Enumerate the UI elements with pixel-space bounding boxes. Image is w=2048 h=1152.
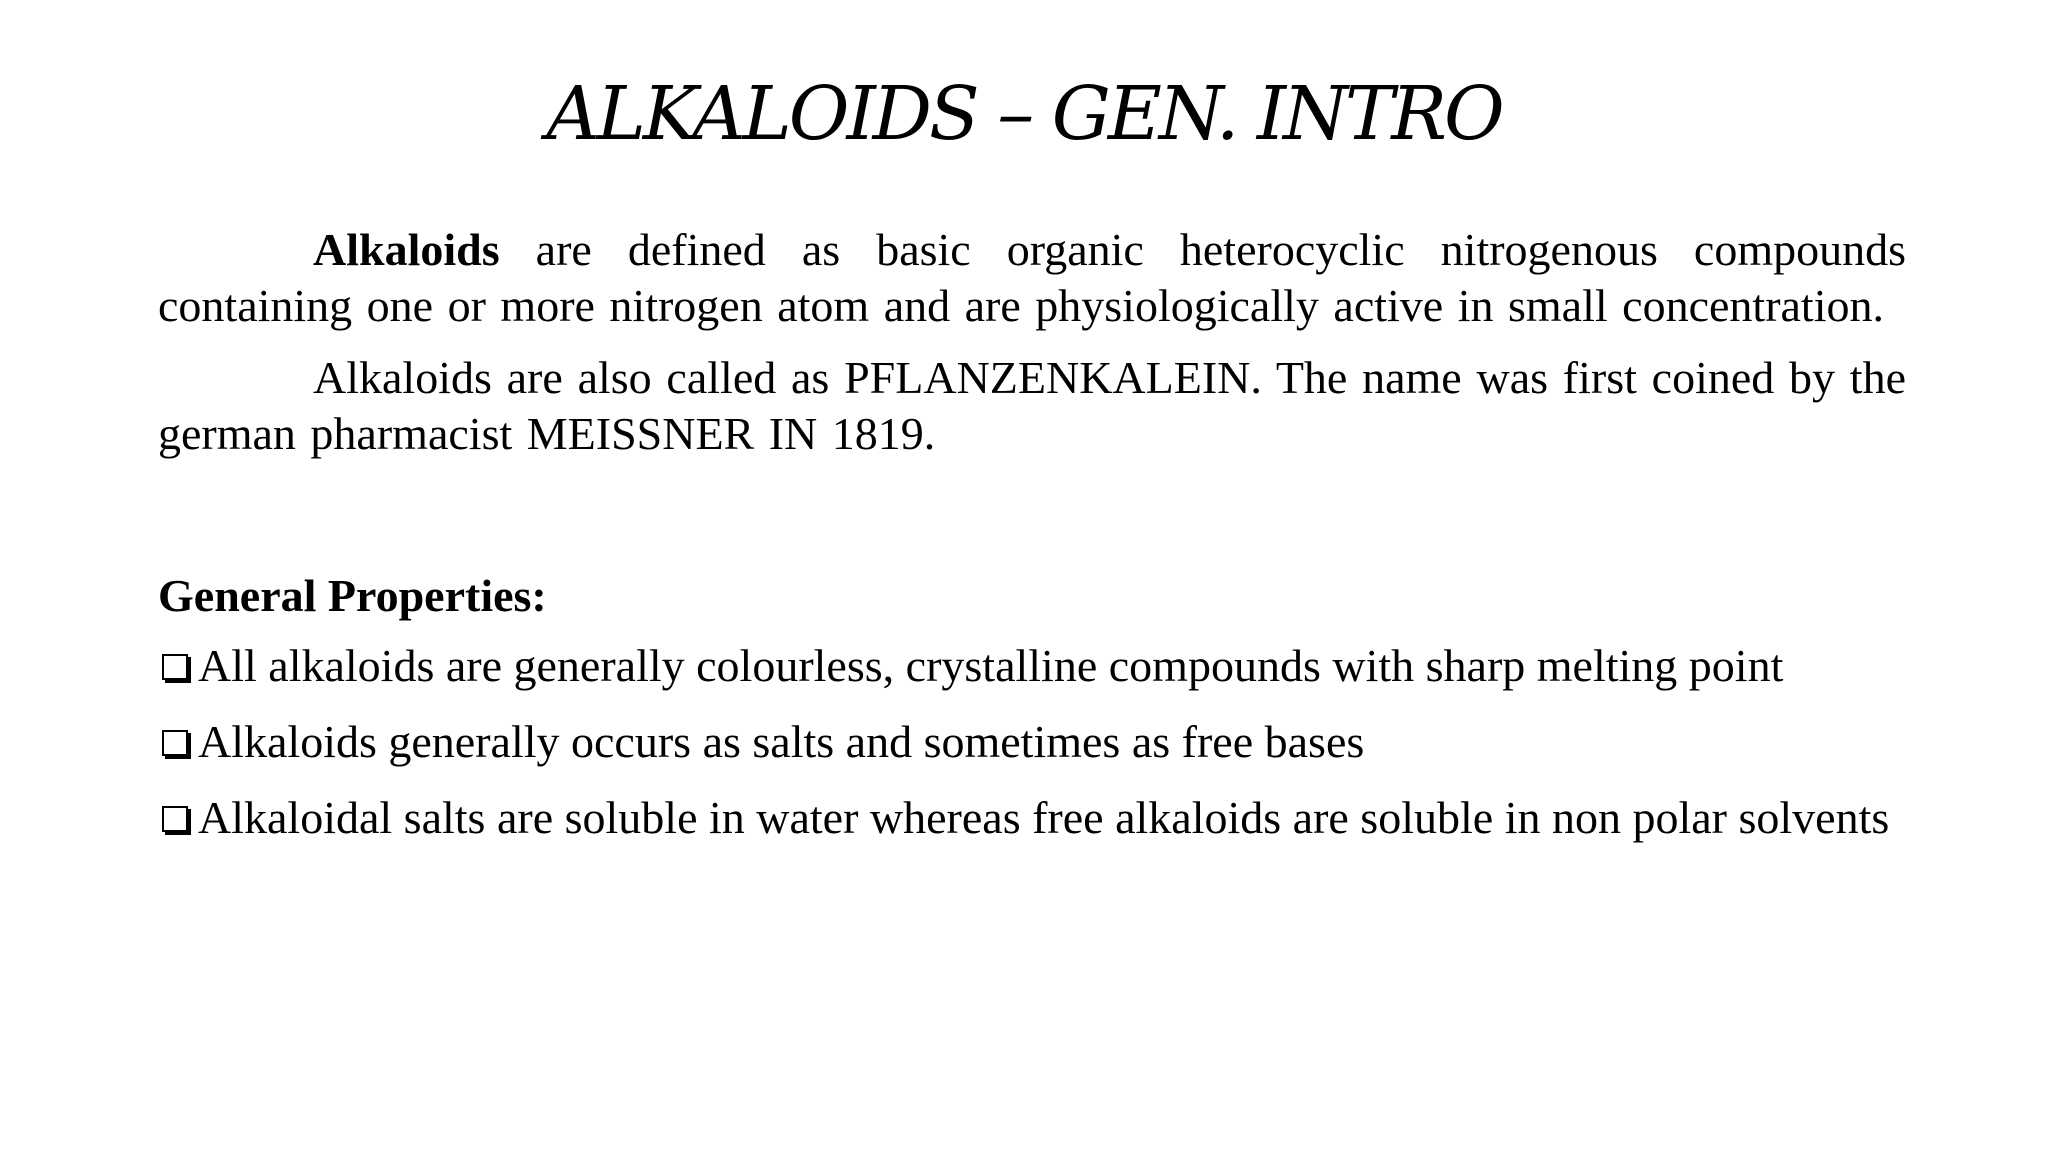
checkbox-bullet-icon: [162, 654, 188, 680]
slide-body: [158, 222, 1906, 866]
property-text: Alkaloids generally occurs as salts and sometimes as free bases: [198, 716, 1365, 767]
property-text: All alkaloids are generally colourless, crystalline compounds with sharp melting point: [198, 640, 1784, 691]
definition-paragraph: [158, 222, 1906, 334]
checkbox-bullet-icon: [162, 806, 188, 832]
properties-heading: General Properties:: [158, 570, 547, 621]
slide-title: ALKALOIDS – GEN. INTRO: [546, 71, 1502, 157]
spacer: [158, 478, 1906, 568]
definition-text: are defined as basic organic heterocyclic nitrogenous compounds containing one or more nitrogen atom and are physiologically active in small concentration.: [158, 224, 1906, 331]
property-item: [158, 790, 1906, 846]
property-item: [158, 638, 1906, 694]
definition-term: Alkaloids: [313, 224, 500, 275]
property-text: Alkaloidal salts are soluble in water whereas free alkaloids are soluble in non polar solvents: [198, 792, 1890, 843]
property-item: [158, 714, 1906, 770]
history-paragraph: Alkaloids are also called as PFLANZENKALEIN. The name was first coined by the german pharmacist MEISSNER IN 1819.: [158, 352, 1906, 459]
checkbox-bullet-icon: [162, 730, 188, 756]
